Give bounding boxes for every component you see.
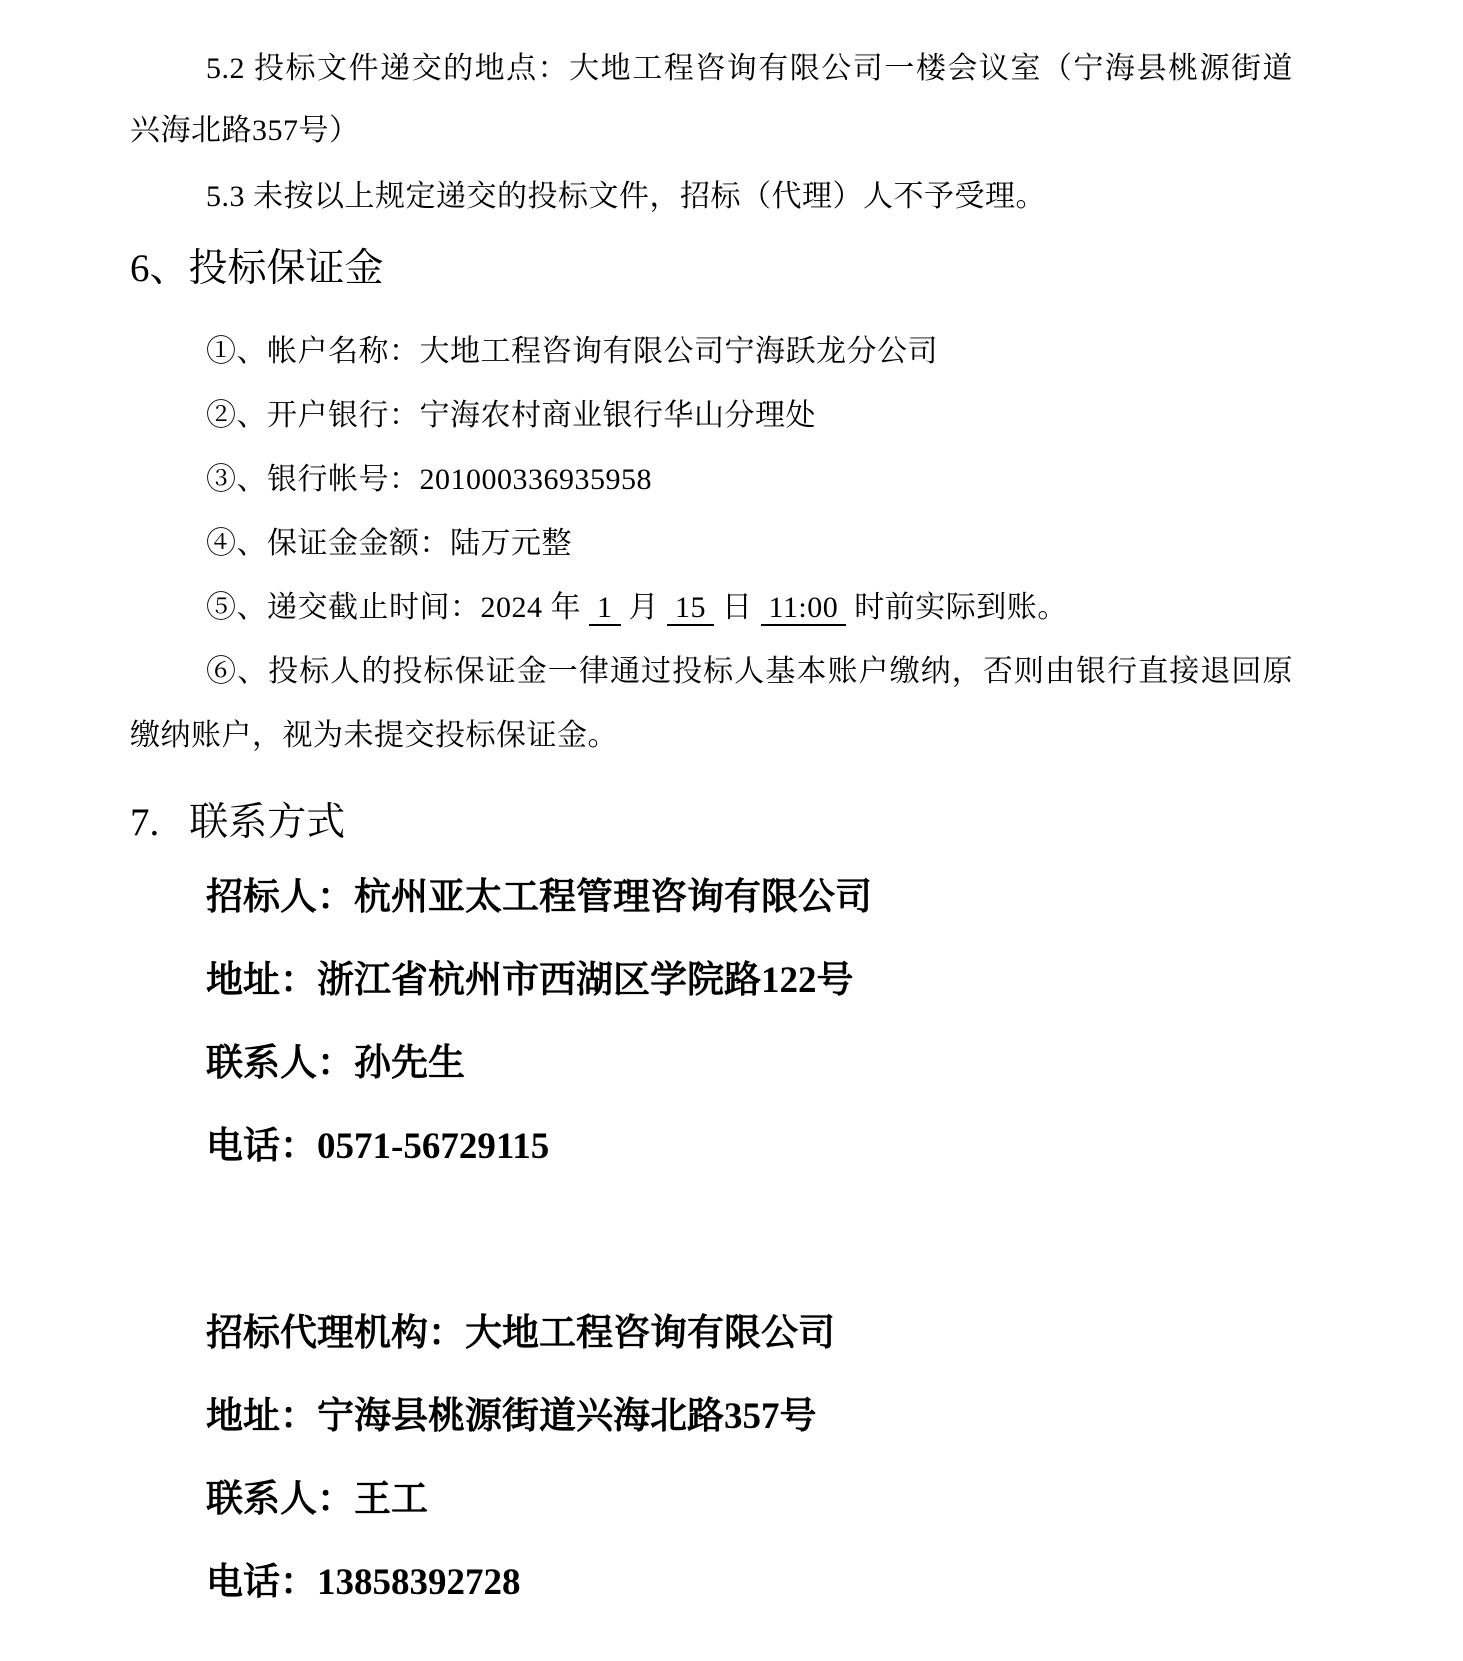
tenderer-address: 地址：浙江省杭州市西湖区学院路122号 [206, 960, 854, 1001]
deadline-suffix: 时前实际到账。 [854, 591, 1068, 624]
section-7-number: 7. [130, 801, 160, 844]
clause-5-2 [130, 38, 1293, 162]
agency-contact-block [130, 1292, 1293, 1624]
section-7-heading-text: 联系方式 [189, 801, 346, 844]
deadline-time-value: 11:00 [761, 591, 847, 626]
deposit-item-1-account-name: ①、帐户名称：大地工程咨询有限公司宁海跃龙分公司 [206, 335, 938, 368]
deadline-prefix: ⑤、递交截止时间：2024 年 [206, 591, 581, 624]
deadline-day-label: 日 [722, 591, 753, 624]
deposit-item-6-line-2: 缴纳账户，视为未提交投标保证金。 [130, 719, 618, 752]
section-7-heading [130, 794, 1293, 852]
section-6-heading-text: 6、投标保证金 [130, 247, 384, 290]
deadline-month-label: 月 [628, 591, 659, 624]
deadline-month-value: 1 [589, 591, 621, 626]
agency-contact-person: 联系人：王工 [206, 1479, 428, 1520]
tenderer-name: 招标人：杭州亚太工程管理咨询有限公司 [206, 877, 872, 918]
tenderer-contact-person: 联系人：孙先生 [206, 1043, 465, 1084]
tenderer-phone: 电话：0571-56729115 [206, 1126, 550, 1167]
deposit-item-5-deadline [130, 576, 1293, 640]
clause-5-3-line: 5.3 未按以上规定递交的投标文件，招标（代理）人不予受理。 [206, 180, 1046, 213]
deposit-item-4-amount: ④、保证金金额：陆万元整 [206, 527, 572, 560]
clause-5-3 [130, 166, 1293, 228]
deposit-item-3-account-number: ③、银行帐号：201000336935958 [206, 463, 652, 496]
tenderer-contact-block [130, 856, 1293, 1188]
deposit-item-2-bank: ②、开户银行：宁海农村商业银行华山分理处 [206, 399, 816, 432]
agency-name: 招标代理机构：大地工程咨询有限公司 [206, 1313, 835, 1354]
deposit-list [130, 320, 1293, 768]
deadline-day-value: 15 [667, 591, 714, 626]
agency-address: 地址：宁海县桃源街道兴海北路357号 [206, 1396, 817, 1437]
agency-phone: 电话：13858392728 [206, 1562, 521, 1603]
deposit-item-6-line-1: ⑥、投标人的投标保证金一律通过投标人基本账户缴纳，否则由银行直接退回原 [206, 655, 1293, 688]
section-6-heading [130, 240, 1293, 298]
clause-5-2-line-2: 兴海北路357号） [130, 114, 360, 147]
clause-5-2-line-1: 5.2 投标文件递交的地点：大地工程咨询有限公司一楼会议室（宁海县桃源街道 [206, 52, 1293, 85]
